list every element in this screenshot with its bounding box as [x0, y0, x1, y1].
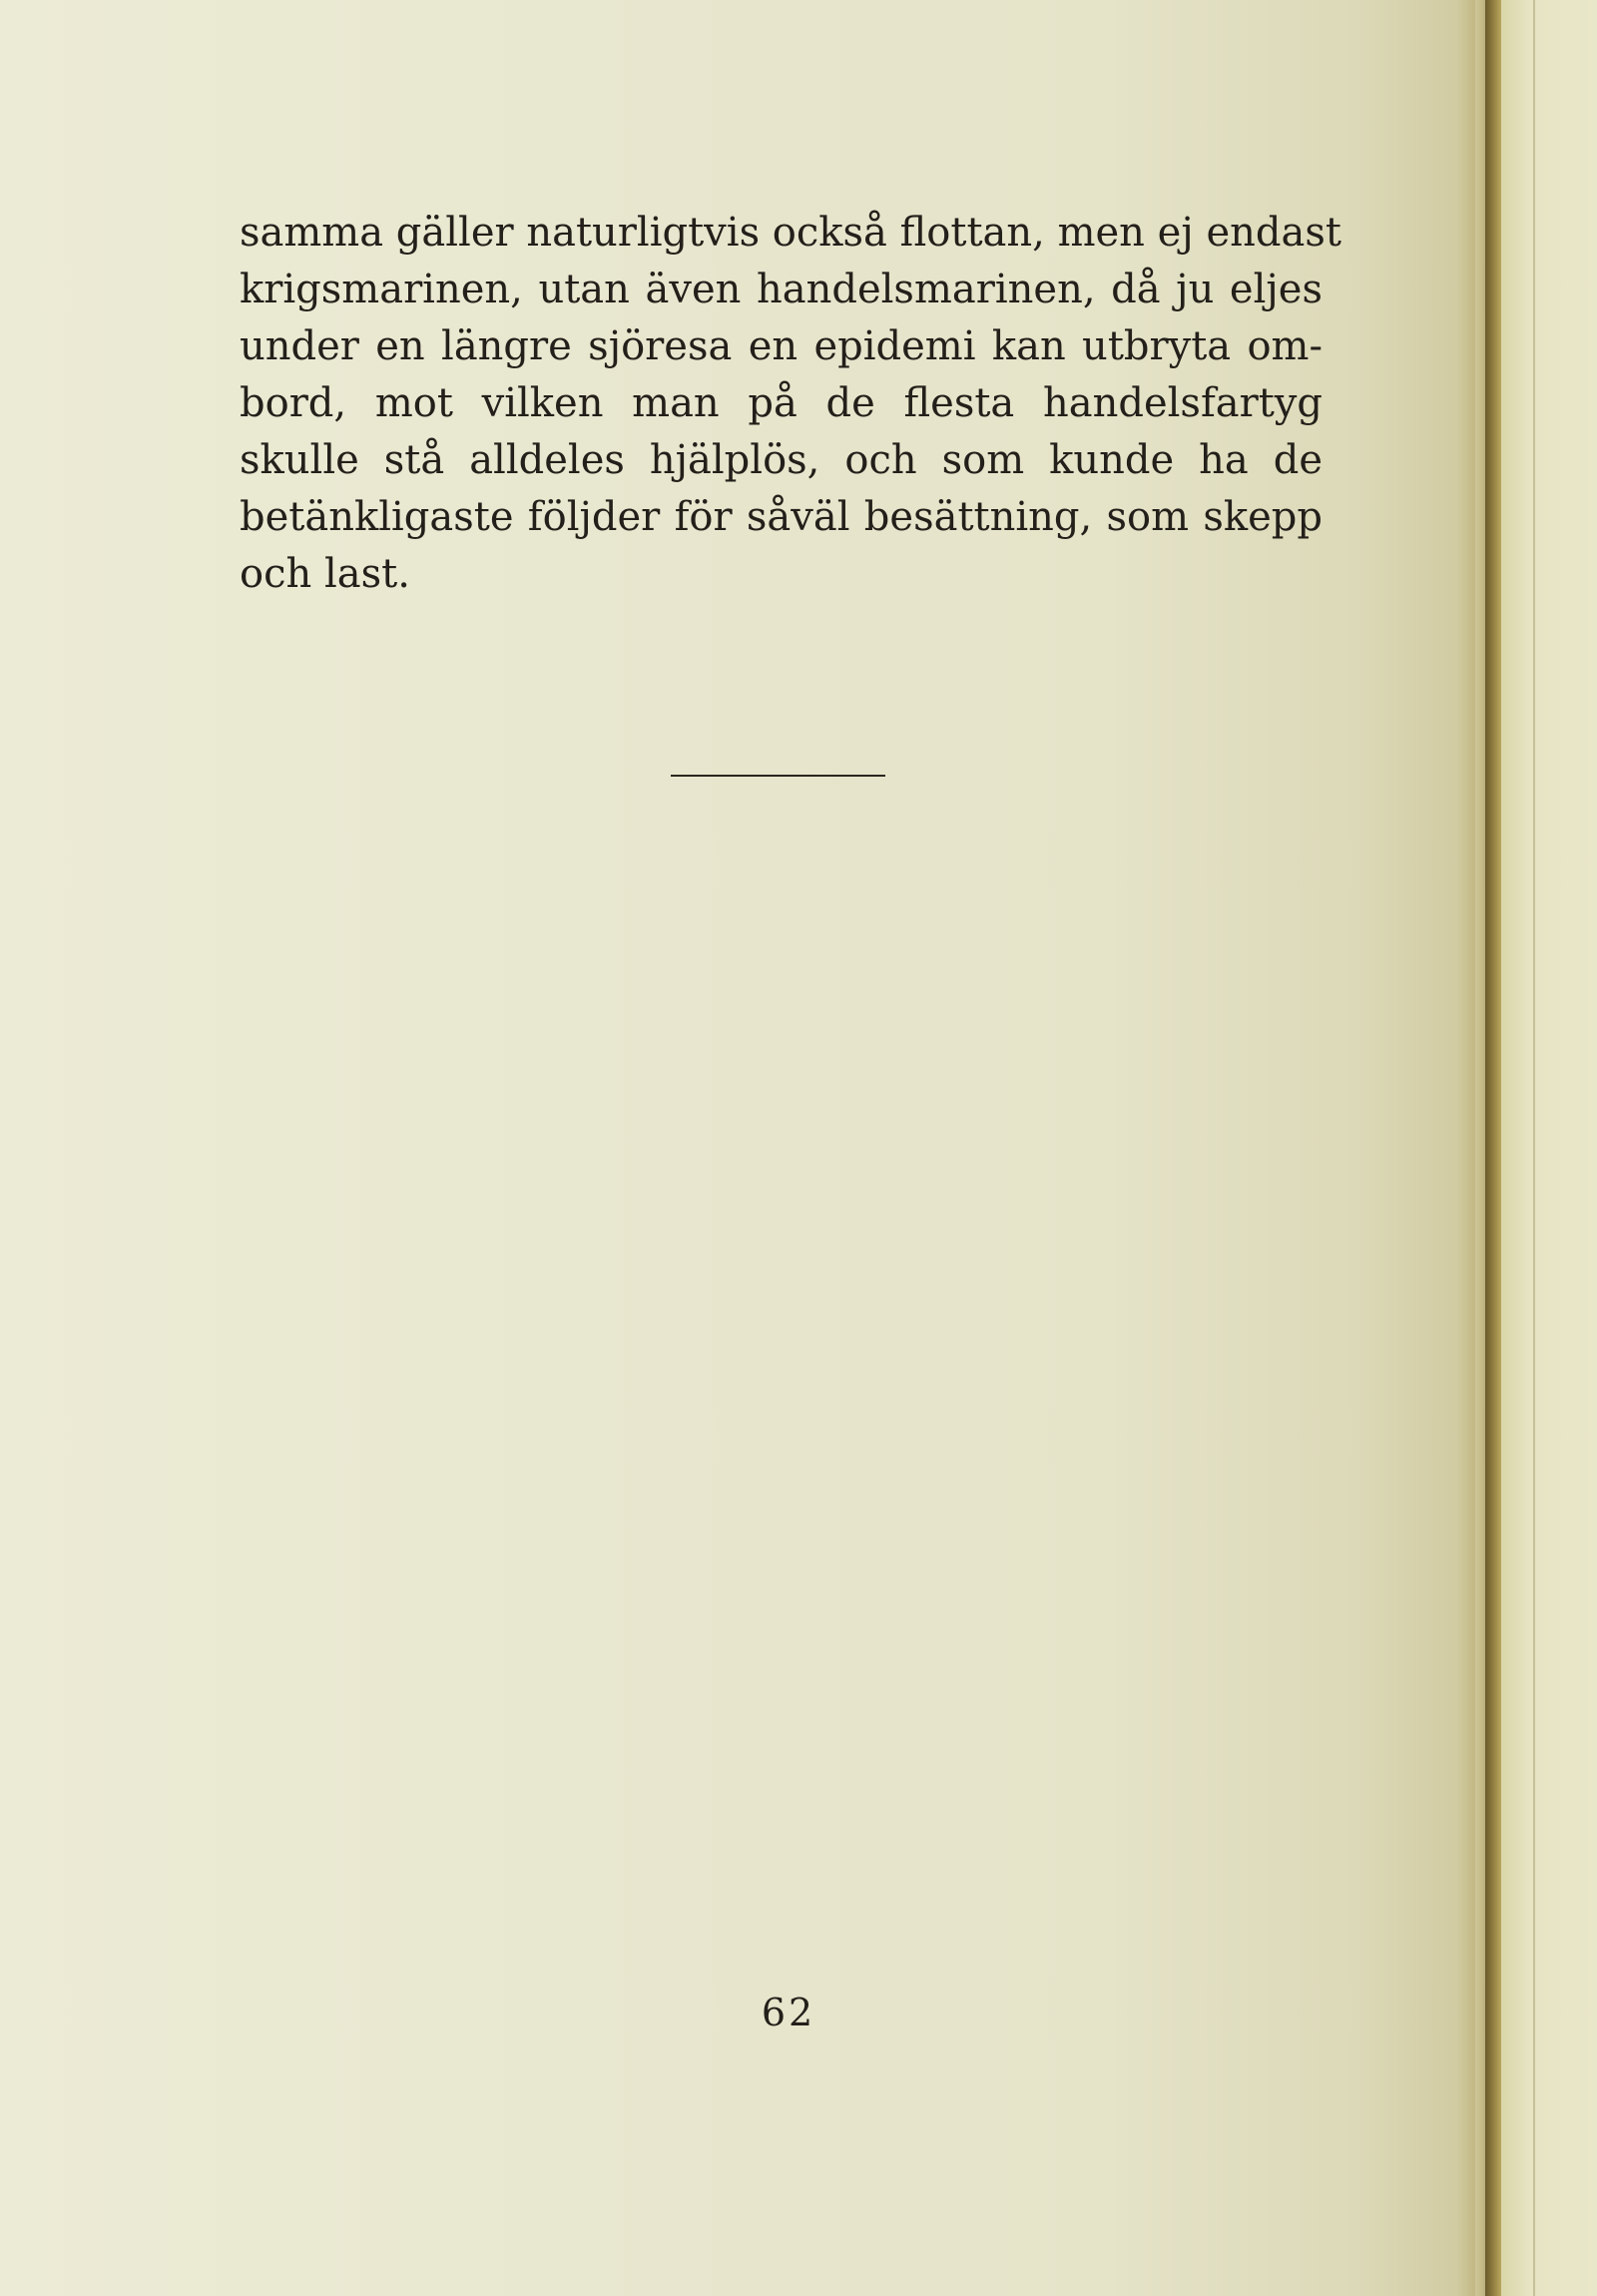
text-line: och last.	[240, 551, 410, 597]
text-line: under en längre sjöresa en epidemi kan utbryta om-	[240, 323, 1323, 369]
book-binding	[1485, 0, 1501, 2296]
adjacent-page-edge	[1501, 0, 1597, 2296]
text-line: skulle stå alldeles hjälplös, och som kunde ha de	[240, 437, 1323, 483]
body-text	[240, 205, 1341, 603]
page-number: 62	[761, 1991, 816, 2034]
section-divider	[671, 775, 885, 777]
text-line: betänkligaste följder för såväl besättning, som skepp	[240, 494, 1323, 540]
text-line: bord, mot vilken man på de flesta handelsfartyg	[240, 380, 1323, 426]
text-line: krigsmarinen, utan även handelsmarinen, då ju eljes	[240, 267, 1323, 312]
text-line: samma gäller naturligtvis också flottan, men ej endast	[240, 210, 1341, 256]
adjacent-page-line	[1533, 0, 1535, 2296]
